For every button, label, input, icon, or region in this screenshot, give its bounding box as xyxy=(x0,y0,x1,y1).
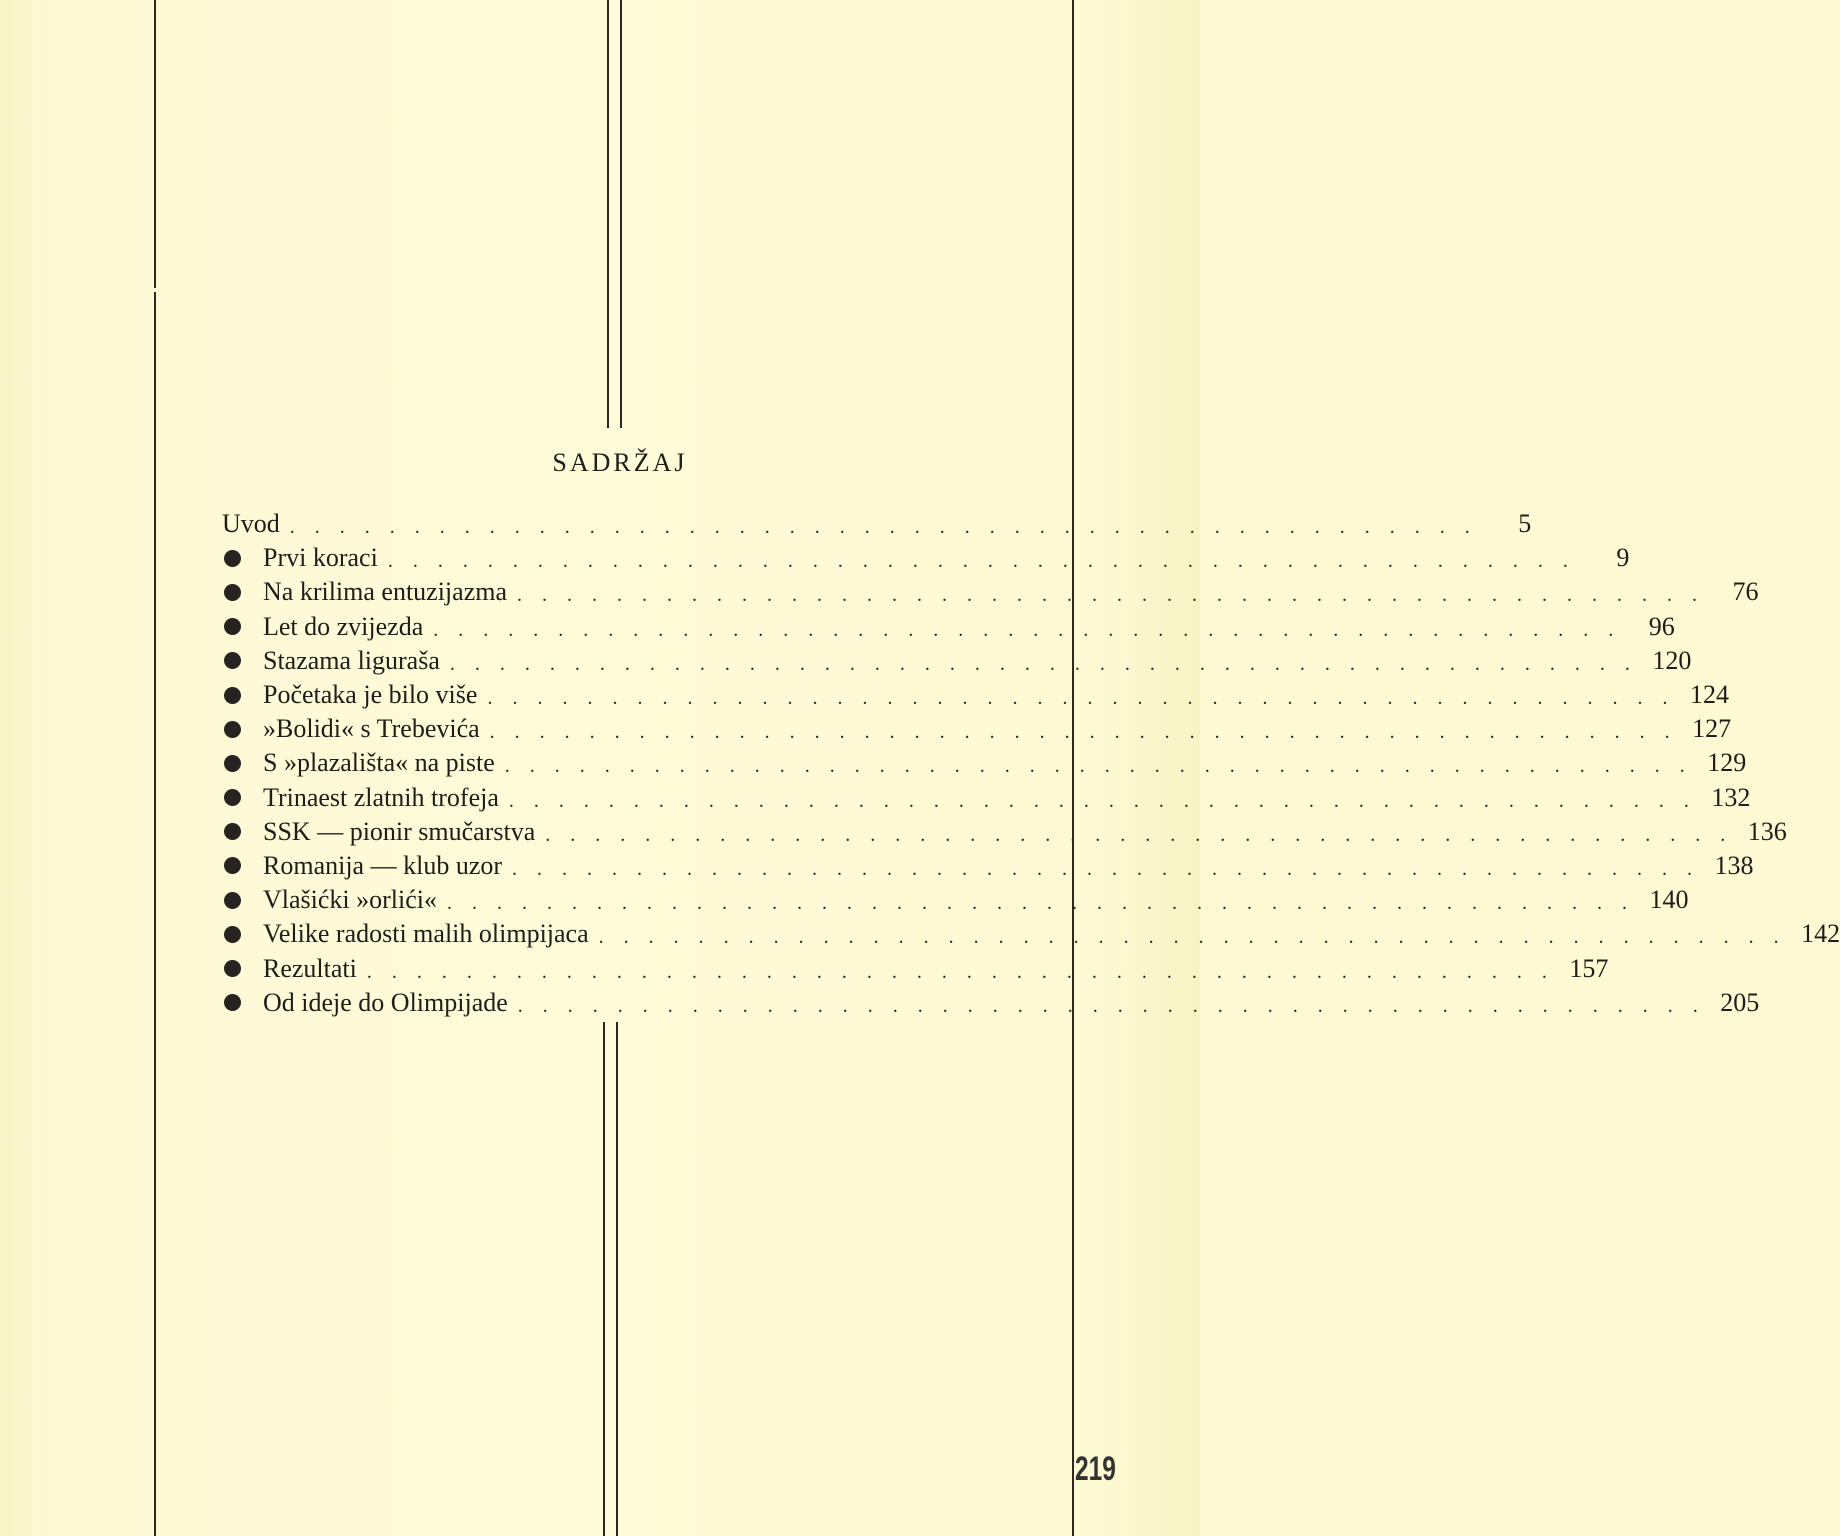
toc-entry-title: Romanija — klub uzor xyxy=(263,850,503,880)
center-double-rule-top-left xyxy=(607,0,609,428)
center-double-rule-bottom-left xyxy=(603,1022,605,1536)
dot-leader: . . . . . . . . . . . . . . . . . . . . . . . . . . . . . . . . . . . . . . . . . . . . . . . . xyxy=(289,516,1478,539)
toc-entry-title: Od ideje do Olimpijade xyxy=(263,987,508,1017)
toc-entry-title: Stazama liguraša xyxy=(263,645,440,675)
bullet-icon xyxy=(224,994,241,1011)
toc-entry-page: 120 xyxy=(1652,645,1692,675)
dot-leader: . . . . . . . . . . . . . . . . . . . . . . . . . . . . . . . . . . . . . . . . . . . . . . . . xyxy=(447,892,1635,915)
toc-entry-page: 124 xyxy=(1689,680,1729,710)
toc-entry-title: Let do zvijezda xyxy=(263,611,424,641)
toc-entry-page: 136 xyxy=(1747,816,1787,846)
toc-entry-page: 9 xyxy=(1616,543,1630,573)
dot-leader: . . . . . . . . . . . . . . . . . . . . . . . . . . . . . . . . . . . . . . . . . . . . . . . . xyxy=(433,618,1621,641)
bullet-icon xyxy=(224,652,241,669)
bullet-icon xyxy=(224,721,241,738)
toc-entry xyxy=(222,781,1751,815)
toc-entry-page: 76 xyxy=(1732,577,1759,607)
bullet-icon xyxy=(224,550,241,567)
page-number: 219 xyxy=(1075,1450,1116,1488)
toc-entry xyxy=(222,746,1747,780)
toc-entry-page: 140 xyxy=(1649,885,1689,915)
bullet-icon xyxy=(224,960,241,977)
contents-heading: SADRŽAJ xyxy=(552,448,688,477)
toc-entry-page: 205 xyxy=(1720,987,1760,1017)
toc-entry xyxy=(222,644,1692,678)
bullet-icon xyxy=(224,618,241,635)
toc-entry xyxy=(222,849,1754,883)
toc-entry-title: SSK — pionir smučarstva xyxy=(263,816,536,846)
left-margin-rule-lower xyxy=(154,292,156,1536)
toc-entry-page: 127 xyxy=(1692,714,1732,744)
dot-leader: . . . . . . . . . . . . . . . . . . . . . . . . . . . . . . . . . . . . . . . . . . . . . . . . xyxy=(449,652,1638,675)
toc-entry-title: Uvod xyxy=(222,509,280,539)
dot-leader: . . . . . . . . . . . . . . . . . . . . . . . . . . . . . . . . . . . . . . . . . . . . . . . . xyxy=(517,994,1706,1017)
bullet-icon xyxy=(224,584,241,601)
toc-entry xyxy=(222,610,1675,644)
dot-leader: . . . . . . . . . . . . . . . . . . . . . . . . . . . . . . . . . . . . . . . . . . . . . . . . xyxy=(489,721,1678,744)
dot-leader: . . . . . . . . . . . . . . . . . . . . . . . . . . . . . . . . . . . . . . . . . . . . . . . . xyxy=(545,823,1733,846)
toc-entry-page: 5 xyxy=(1518,509,1532,539)
toc-entry-title: Velike radosti malih olimpijaca xyxy=(263,919,589,949)
left-margin-rule xyxy=(154,0,156,288)
toc-entry-title: Vlašićki »orlići« xyxy=(263,885,438,915)
toc-entry xyxy=(222,815,1787,849)
toc-entry xyxy=(222,541,1630,575)
bullet-icon xyxy=(224,755,241,772)
toc-entry-page: 96 xyxy=(1648,611,1675,641)
dot-leader: . . . . . . . . . . . . . . . . . . . . . . . . . . . . . . . . . . . . . . . . . . . . . . . . xyxy=(517,584,1705,607)
toc-entry-title: Početaka je bilo više xyxy=(263,680,478,710)
toc-entry-title: S »plazališta« na piste xyxy=(263,748,495,778)
bullet-icon xyxy=(224,892,241,909)
toc-entry xyxy=(222,678,1729,712)
table-of-contents xyxy=(222,507,1840,1020)
toc-entry-page: 157 xyxy=(1569,953,1609,983)
center-double-rule-bottom-right xyxy=(616,1022,618,1536)
dot-leader: . . . . . . . . . . . . . . . . . . . . . . . . . . . . . . . . . . . . . . . . . . . . . . . . xyxy=(487,687,1675,710)
dot-leader: . . . . . . . . . . . . . . . . . . . . . . . . . . . . . . . . . . . . . . . . . . . . . . . . xyxy=(598,926,1787,949)
bullet-icon xyxy=(224,687,241,704)
bullet-icon xyxy=(224,857,241,874)
toc-entry xyxy=(222,575,1759,609)
toc-entry xyxy=(222,951,1609,985)
dot-leader: . . . . . . . . . . . . . . . . . . . . . . . . . . . . . . . . . . . . . . . . . . . . . . . . xyxy=(366,960,1555,983)
toc-entry-page: 132 xyxy=(1711,782,1751,812)
toc-entry-title: Prvi koraci xyxy=(263,543,378,573)
bullet-icon xyxy=(224,789,241,806)
toc-entry-page: 142 xyxy=(1801,919,1840,949)
dot-leader: . . . . . . . . . . . . . . . . . . . . . . . . . . . . . . . . . . . . . . . . . . . . . . . . xyxy=(512,857,1700,880)
dot-leader: . . . . . . . . . . . . . . . . . . . . . . . . . . . . . . . . . . . . . . . . . . . . . . . . xyxy=(387,550,1576,573)
toc-entry xyxy=(222,917,1840,951)
toc-entry xyxy=(222,986,1760,1020)
center-double-rule-top-right xyxy=(620,0,622,428)
toc-entry xyxy=(222,883,1689,917)
toc-entry-page: 138 xyxy=(1714,850,1754,880)
toc-entry xyxy=(222,507,1532,541)
toc-entry-title: Na krilima entuzijazma xyxy=(263,577,508,607)
toc-entry-title: Rezultati xyxy=(263,953,357,983)
toc-entry xyxy=(222,712,1732,746)
bullet-icon xyxy=(224,926,241,943)
toc-entry-title: »Bolidi« s Trebevića xyxy=(263,714,480,744)
toc-entry-page: 129 xyxy=(1707,748,1747,778)
dot-leader: . . . . . . . . . . . . . . . . . . . . . . . . . . . . . . . . . . . . . . . . . . . . . . . . xyxy=(508,789,1697,812)
toc-entry-title: Trinaest zlatnih trofeja xyxy=(263,782,499,812)
dot-leader: . . . . . . . . . . . . . . . . . . . . . . . . . . . . . . . . . . . . . . . . . . . . . . . . xyxy=(504,755,1693,778)
bullet-icon xyxy=(224,823,241,840)
